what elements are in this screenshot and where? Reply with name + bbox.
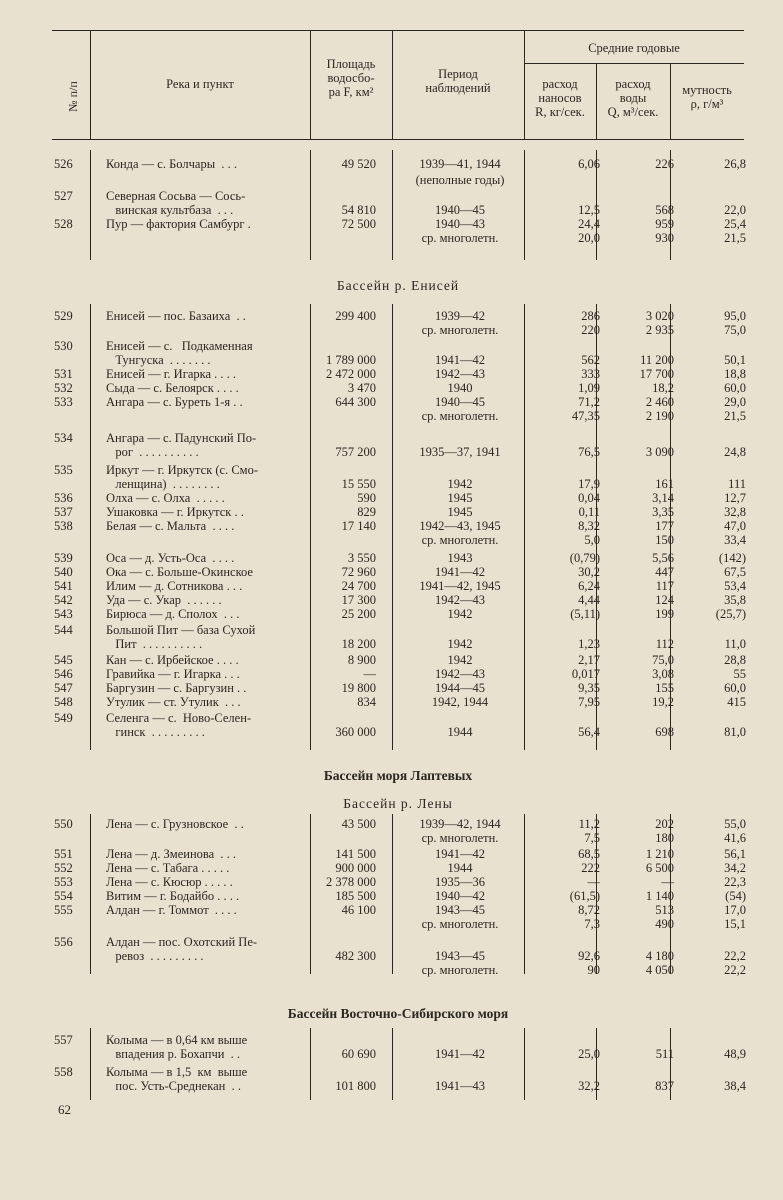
cell-sed: 6,06 [578,157,600,171]
cell-period: 1939—42 [435,309,485,323]
cell-water: 3 090 [645,445,674,459]
cell-period: ср. многолетн. [421,323,499,337]
cell-turb: 81,0 [724,725,746,739]
cell-name: Витим — г. Бодайбо . . . . [106,889,240,903]
cell-water: 155 [655,681,674,695]
cell-n: 550 [54,817,73,831]
cell-n: 529 [54,309,73,323]
cell-name: Енисей — г. Игарка . . . . [106,367,237,381]
cell-sed: 9,35 [578,681,600,695]
cell-water: 930 [655,231,674,245]
cell-name: гинск . . . . . . . . . [106,725,205,739]
cell-sed: 562 [581,353,600,367]
cell-name: Уда — с. Укар . . . . . . [106,593,222,607]
cell-water: 112 [655,637,674,651]
cell-period: 1943—45 [435,949,485,963]
cell-name: Гравийка — г. Игарка . . . [106,667,240,681]
cell-n: 539 [54,551,73,565]
cell-name: Селенга — с. Ново-Селен- [106,711,252,725]
cell-area: 8 900 [347,653,376,667]
cell-turb: 15,1 [724,917,746,931]
cell-name: Оса — д. Усть-Оса . . . . [106,551,235,565]
section-laptev: Бассейн моря Лаптевых [323,768,473,783]
table-page [52,22,752,1182]
cell-sed: 0,04 [578,491,600,505]
cell-name: Ангара — с. Падунский По- [106,431,257,445]
cell-period: 1935—37, 1941 [419,445,501,459]
cell-water: 150 [655,533,674,547]
cell-sed: 24,4 [578,217,600,231]
cell-sed: 6,24 [578,579,600,593]
cell-area: 15 550 [341,477,376,491]
header-area: Площадь водосбо- ра F, км² [326,57,376,99]
cell-sed: 286 [581,309,600,323]
cell-turb: 111 [728,477,746,491]
cell-n: 526 [54,157,73,171]
cell-period: 1942 [447,653,473,667]
cell-sed: 90 [587,963,600,977]
cell-period: 1944 [447,725,473,739]
cell-sed: (0,79) [569,551,600,565]
cell-period: 1940 [447,381,473,395]
cell-water: 4 050 [645,963,674,977]
cell-period: 1942 [447,477,473,491]
cell-turb: 34,2 [724,861,746,875]
cell-sed: 20,0 [578,231,600,245]
cell-water: 17 700 [639,367,674,381]
cell-turb: 55 [733,667,746,681]
table-header [52,30,744,140]
header-water: расход воды Q, м³/сек. [607,77,659,119]
cell-water: 5,56 [652,551,674,565]
cell-sed: 68,5 [578,847,600,861]
cell-area: 72 960 [341,565,376,579]
cell-period: 1940—45 [435,203,485,217]
cell-n: 541 [54,579,73,593]
cell-turb: 67,5 [724,565,746,579]
cell-water: 117 [655,579,674,593]
cell-turb: 75,0 [724,323,746,337]
cell-period: 1939—41, 1944 [419,157,501,171]
cell-sed: 8,72 [578,903,600,917]
cell-area: 46 100 [341,903,376,917]
header-num: № п/п [65,81,80,112]
cell-n: 551 [54,847,73,861]
cell-n: 554 [54,889,73,903]
cell-name: впадения р. Бохапчи . . [106,1047,241,1061]
cell-name: Алдан — пос. Охотский Пе- [106,935,258,949]
cell-turb: 415 [727,695,746,709]
cell-turb: (25,7) [715,607,746,621]
header-period: Период наблюдений [425,67,491,95]
cell-turb: 11,0 [724,637,746,651]
cell-area: 17 140 [341,519,376,533]
cell-n: 543 [54,607,73,621]
cell-sed: 92,6 [578,949,600,963]
cell-area: 185 500 [335,889,376,903]
cell-turb: 18,8 [724,367,746,381]
cell-period: 1945 [447,505,473,519]
cell-sed: 11,2 [578,817,600,831]
cell-turb: 22,3 [724,875,746,889]
cell-water: 202 [655,817,674,831]
cell-sed: 0,11 [578,505,600,519]
cell-area: 1 789 000 [326,353,376,367]
cell-water: 18,2 [652,381,674,395]
cell-period: 1942 [447,607,473,621]
cell-sed: 71,2 [578,395,600,409]
cell-period: 1941—42 [435,353,485,367]
cell-name: Иркут — г. Иркутск (с. Смо- [106,463,259,477]
cell-n: 545 [54,653,73,667]
cell-water: 19,2 [652,695,674,709]
page-number: 62 [58,1102,71,1117]
cell-sed: 76,5 [578,445,600,459]
cell-water: 447 [655,565,674,579]
cell-n: 553 [54,875,73,889]
cell-period: (неполные годы) [415,173,505,187]
cell-period: 1944 [447,861,473,875]
cell-turb: 47,0 [724,519,746,533]
cell-area: 141 500 [335,847,376,861]
header-avg: Средние годовые [588,41,680,55]
header-river: Река и пункт [166,77,234,91]
section-yenisei: Бассейн р. Енисей [336,278,460,293]
cell-water: 2 190 [645,409,674,423]
cell-water: 513 [655,903,674,917]
cell-name: Колыма — в 0,64 км выше [106,1033,248,1047]
cell-n: 548 [54,695,73,709]
cell-period: ср. многолетн. [421,409,499,423]
cell-n: 536 [54,491,73,505]
cell-sed: 30,2 [578,565,600,579]
cell-sed: (5,11) [570,607,600,621]
cell-water: — [661,875,674,889]
cell-period: ср. многолетн. [421,963,499,977]
cell-name: Тунгуска . . . . . . . [106,353,211,367]
cell-name: Колыма — в 1,5 км выше [106,1065,248,1079]
cell-name: Ока — с. Больше-Окинское [106,565,253,579]
cell-name: Ушаковка — г. Иркутск . . [106,505,244,519]
cell-sed: 56,4 [578,725,600,739]
cell-area: 900 000 [335,861,376,875]
cell-area: 834 [357,695,376,709]
cell-name: Конда — с. Болчары . . . [106,157,237,171]
cell-turb: 55,0 [724,817,746,831]
cell-period: 1935—36 [435,875,485,889]
cell-period: 1943—45 [435,903,485,917]
cell-area: 101 800 [335,1079,376,1093]
cell-name: пос. Усть-Среднекан . . [106,1079,241,1093]
cell-water: 177 [655,519,674,533]
cell-turb: 41,6 [724,831,746,845]
cell-turb: 12,7 [724,491,746,505]
cell-n: 527 [54,189,73,203]
cell-turb: 29,0 [724,395,746,409]
cell-area: 2 378 000 [326,875,376,889]
cell-turb: 33,4 [724,533,746,547]
cell-name: Енисей — с. Подкаменная [106,339,253,353]
cell-sed: 1,09 [578,381,600,395]
cell-n: 544 [54,623,73,637]
cell-water: 124 [655,593,674,607]
cell-sed: 0,017 [571,667,600,681]
cell-area: 54 810 [341,203,376,217]
cell-n: 555 [54,903,73,917]
cell-water: 959 [655,217,674,231]
cell-name: ленщина) . . . . . . . . [106,477,220,491]
cell-area: 3 550 [347,551,376,565]
cell-turb: 24,8 [724,445,746,459]
cell-water: 180 [655,831,674,845]
cell-sed: 32,2 [578,1079,600,1093]
cell-area: 3 470 [347,381,376,395]
cell-turb: (54) [725,889,746,903]
cell-n: 547 [54,681,73,695]
cell-sed: 5,0 [584,533,600,547]
cell-sed: 7,95 [578,695,600,709]
cell-name: Баргузин — с. Баргузин . . [106,681,247,695]
cell-period: 1940—45 [435,395,485,409]
cell-water: 3,08 [652,667,674,681]
cell-period: 1940—43 [435,217,485,231]
cell-n: 535 [54,463,73,477]
cell-water: 161 [655,477,674,491]
cell-n: 540 [54,565,73,579]
cell-area: 2 472 000 [326,367,376,381]
cell-name: Илим — д. Сотникова . . . [106,579,243,593]
cell-water: 3 020 [645,309,674,323]
cell-sed: 7,5 [584,831,600,845]
cell-turb: 25,4 [724,217,746,231]
cell-name: Сыда — с. Белоярск . . . . [106,381,239,395]
cell-area: 757 200 [335,445,376,459]
cell-sed: 7,3 [584,917,600,931]
cell-period: 1941—43 [435,1079,485,1093]
cell-name: Лена — с. Кюсюр . . . . . [106,875,233,889]
cell-turb: 53,4 [724,579,746,593]
section-eastsib: Бассейн Восточно-Сибирского моря [287,1006,509,1021]
cell-period: 1941—42 [435,565,485,579]
cell-period: ср. многолетн. [421,831,499,845]
cell-n: 549 [54,711,73,725]
cell-period: ср. многолетн. [421,533,499,547]
cell-period: 1942—43, 1945 [419,519,501,533]
cell-period: 1942, 1944 [431,695,489,709]
cell-period: ср. многолетн. [421,231,499,245]
cell-water: 11 200 [640,353,674,367]
cell-area: 644 300 [335,395,376,409]
cell-water: 1 140 [645,889,674,903]
cell-water: 6 500 [645,861,674,875]
cell-water: 568 [655,203,674,217]
cell-sed: 2,17 [578,653,600,667]
cell-water: 75,0 [652,653,674,667]
cell-n: 558 [54,1065,73,1079]
cell-area: 49 520 [341,157,376,171]
cell-name: Белая — с. Мальта . . . . [106,519,235,533]
cell-water: 226 [655,157,674,171]
cell-n: 534 [54,431,73,445]
cell-n: 546 [54,667,73,681]
cell-turb: 60,0 [724,681,746,695]
cell-water: 2 935 [645,323,674,337]
cell-name: Лена — с. Табага . . . . . [106,861,230,875]
cell-name: Алдан — г. Томмот . . . . [106,903,237,917]
cell-turb: 60,0 [724,381,746,395]
cell-area: 25 200 [341,607,376,621]
cell-sed: 1,23 [578,637,600,651]
cell-name: Лена — с. Грузновское . . [106,817,244,831]
cell-name: Утулик — ст. Утулик . . . [106,695,241,709]
cell-period: 1939—42, 1944 [419,817,501,831]
cell-sed: 8,32 [578,519,600,533]
cell-period: 1942—43 [435,667,485,681]
cell-sed: (61,5) [569,889,600,903]
cell-name: Пур — фактория Самбург . [106,217,251,231]
cell-area: 829 [357,505,376,519]
cell-area: 72 500 [341,217,376,231]
cell-area: 17 300 [341,593,376,607]
cell-water: 1 210 [645,847,674,861]
cell-sed: 222 [581,861,600,875]
cell-sed: 47,35 [571,409,600,423]
cell-period: 1941—42 [435,1047,485,1061]
cell-area: 43 500 [341,817,376,831]
cell-period: 1940—42 [435,889,485,903]
cell-water: 698 [655,725,674,739]
cell-name: Олха — с. Олха . . . . . [106,491,225,505]
cell-turb: 17,0 [724,903,746,917]
cell-sed: 4,44 [578,593,600,607]
cell-name: Большой Пит — база Сухой [106,623,256,637]
cell-name: Енисей — пос. Базаиха . . [106,309,246,323]
cell-turb: (142) [718,551,746,565]
cell-area: 482 300 [335,949,376,963]
cell-water: 511 [655,1047,674,1061]
cell-turb: 95,0 [724,309,746,323]
cell-period: 1942—43 [435,367,485,381]
cell-n: 556 [54,935,73,949]
cell-period: 1941—42, 1945 [419,579,501,593]
cell-turb: 28,8 [724,653,746,667]
cell-area: 360 000 [335,725,376,739]
cell-n: 533 [54,395,73,409]
cell-water: 3,14 [652,491,674,505]
cell-period: ср. многолетн. [421,917,499,931]
cell-area: 24 700 [341,579,376,593]
cell-sed: 25,0 [578,1047,600,1061]
cell-name: Северная Сосьва — Сось- [106,189,246,203]
cell-n: 542 [54,593,73,607]
cell-name: ревоз . . . . . . . . . [106,949,204,963]
cell-water: 837 [655,1079,674,1093]
cell-turb: 21,5 [724,409,746,423]
cell-water: 199 [655,607,674,621]
cell-turb: 26,8 [724,157,746,171]
cell-area: — [363,667,376,681]
cell-turb: 56,1 [724,847,746,861]
cell-n: 552 [54,861,73,875]
cell-n: 528 [54,217,73,231]
cell-n: 531 [54,367,73,381]
cell-period: 1942—43 [435,593,485,607]
cell-n: 530 [54,339,73,353]
cell-turb: 22,2 [724,963,746,977]
cell-area: 19 800 [341,681,376,695]
cell-turb: 38,4 [724,1079,746,1093]
cell-name: Бирюса — д. Сполох . . . [106,607,240,621]
cell-n: 538 [54,519,73,533]
cell-water: 2 460 [645,395,674,409]
header-sed: расход наносов R, кг/сек. [535,77,585,119]
cell-name: винская культбаза . . . [106,203,234,217]
cell-n: 532 [54,381,73,395]
cell-turb: 21,5 [724,231,746,245]
cell-name: Пит . . . . . . . . . . [106,637,203,651]
cell-turb: 32,8 [724,505,746,519]
cell-sed: 17,9 [578,477,600,491]
cell-turb: 22,2 [724,949,746,963]
cell-name: Ангара — с. Буреть 1-я . . [106,395,243,409]
cell-turb: 48,9 [724,1047,746,1061]
cell-period: 1942 [447,637,473,651]
cell-area: 18 200 [341,637,376,651]
cell-name: Лена — д. Змеинова . . . [106,847,237,861]
cell-area: 60 690 [341,1047,376,1061]
cell-period: 1945 [447,491,473,505]
cell-sed: 333 [581,367,600,381]
cell-water: 4 180 [645,949,674,963]
cell-sed: 12,5 [578,203,600,217]
section-lena: Бассейн р. Лены [343,796,453,811]
cell-name: рог . . . . . . . . . . [106,445,199,459]
cell-area: 299 400 [335,309,376,323]
cell-n: 537 [54,505,73,519]
cell-period: 1941—42 [435,847,485,861]
cell-turb: 22,0 [724,203,746,217]
cell-water: 3,35 [652,505,674,519]
cell-sed: — [587,875,600,889]
cell-name: Кан — с. Ирбейское . . . . [106,653,239,667]
cell-sed: 220 [581,323,600,337]
cell-n: 557 [54,1033,73,1047]
cell-turb: 50,1 [724,353,746,367]
cell-water: 490 [655,917,674,931]
cell-period: 1944—45 [435,681,485,695]
cell-area: 590 [357,491,376,505]
cell-period: 1943 [447,551,473,565]
header-turb: мутность ρ, г/м³ [682,83,732,111]
cell-turb: 35,8 [724,593,746,607]
